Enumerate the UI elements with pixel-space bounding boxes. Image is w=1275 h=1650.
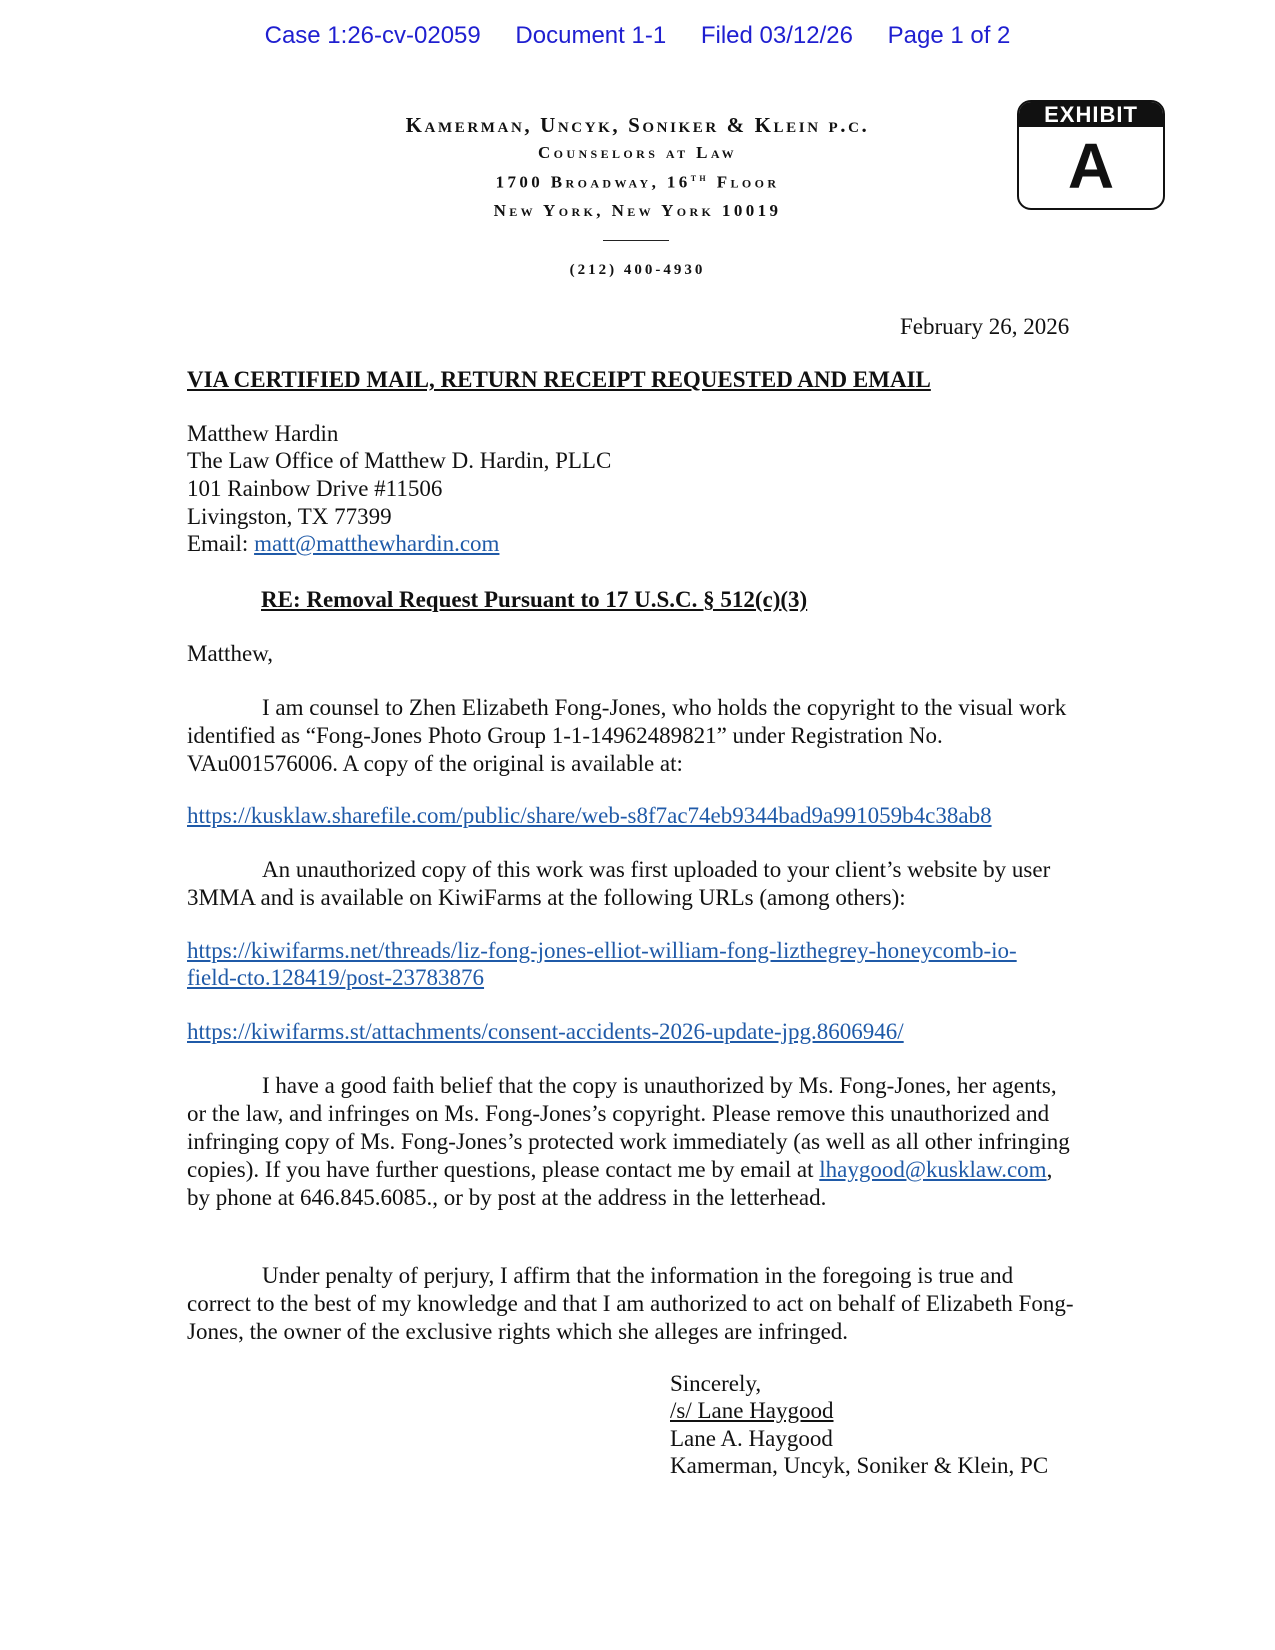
infringing-url-1-part-1[interactable]: https://kiwifarms.net/threads/liz-fong-jones-elliot-william-fong-lizthegrey-honeycomb-io-	[187, 938, 1017, 963]
signer-name: Lane A. Haygood	[670, 1426, 833, 1451]
exhibit-letter: A	[1067, 130, 1115, 202]
paragraph-1: I am counsel to Zhen Elizabeth Fong-Jones, who holds the copyright to the visual work identified as “Fong-Jones Photo Group 1-1-14962489821” under Registration No. VAu001576006. A copy of the original is available at:	[187, 695, 1067, 776]
paragraph-4: Under penalty of perjury, I affirm that the information in the foregoing is true and correct to the best of my knowledge and that I am authorized to act on behalf of Elizabeth Fong-Jones, the owner of the exclusive rights which she alleges are infringed.	[187, 1263, 1074, 1344]
letterhead-address-city: New York, New York 10019	[493, 201, 782, 220]
subject-line: RE: Removal Request Pursuant to 17 U.S.C. § 512(c)(3)	[261, 587, 808, 612]
recipient-street: 101 Rainbow Drive #11506	[187, 476, 443, 501]
recipient-firm: The Law Office of Matthew D. Hardin, PLLC	[187, 448, 612, 473]
paragraph-2: An unauthorized copy of this work was first uploaded to your client’s website by user 3MMA and is available on KiwiFarms at the following URLs (among others):	[187, 857, 1051, 910]
original-work-url[interactable]: https://kusklaw.sharefile.com/public/share/web-s8f7ac74eb9344bad9a991059b4c38ab8	[187, 803, 992, 828]
letterhead-divider	[603, 240, 669, 241]
page-indicator: Page 1 of 2	[887, 22, 1011, 49]
original-work-link	[187, 802, 992, 830]
valediction: Sincerely,	[670, 1371, 762, 1396]
signer-firm: Kamerman, Uncyk, Soniker & Klein, PC	[670, 1453, 1049, 1478]
letterhead-phone: (212) 400-4930	[569, 262, 706, 278]
infringing-link-1	[187, 937, 1017, 965]
recipient-city: Livingston, TX 77399	[187, 504, 392, 529]
letterhead-address-street: 1700 Broadway, 16th Floor	[495, 172, 780, 192]
infringing-url-2[interactable]: https://kiwifarms.st/attachments/consent-accidents-2026-update-jpg.8606946/	[187, 1019, 904, 1044]
paragraph-3: I have a good faith belief that the copy is unauthorized by Ms. Fong-Jones, her agents, or the law, and infringes on Ms. Fong-Jones’s copyright. Please remove this unauthorized and infringing copy of Ms. Fong-Jones’s protected work immediately (as well as all other infringing copies). If you have further questions, please contact me by email at lhaygood@kusklaw.com, by phone at 646.845.6085., or by post at the address in the letterhead.	[187, 1073, 1070, 1210]
recipient-name: Matthew Hardin	[187, 421, 339, 446]
infringing-url-1-part-2[interactable]: field-cto.128419/post-23783876	[187, 965, 485, 990]
recipient-email-line: Email: matt@matthewhardin.com	[187, 531, 500, 556]
recipient-email-link[interactable]: matt@matthewhardin.com	[254, 531, 500, 556]
document-number: Document 1-1	[515, 22, 667, 49]
signature: /s/ Lane Haygood	[670, 1398, 834, 1423]
letterhead-firm-name: Kamerman, Uncyk, Soniker & Klein p.c.	[405, 113, 870, 137]
delivery-method: VIA CERTIFIED MAIL, RETURN RECEIPT REQUESTED AND EMAIL	[187, 367, 931, 392]
letterhead-tagline: Counselors at Law	[537, 143, 738, 162]
case-number: Case 1:26-cv-02059	[264, 22, 481, 49]
infringing-link-1-continued	[187, 964, 484, 992]
exhibit-label: EXHIBIT	[1019, 102, 1163, 127]
court-filing-stamp	[0, 22, 1275, 50]
letter-date: February 26, 2026	[900, 314, 1070, 339]
filed-date: Filed 03/12/26	[700, 22, 853, 49]
infringing-link-2	[187, 1018, 904, 1046]
counsel-email-link[interactable]: lhaygood@kusklaw.com	[819, 1157, 1047, 1182]
salutation: Matthew,	[187, 641, 274, 666]
